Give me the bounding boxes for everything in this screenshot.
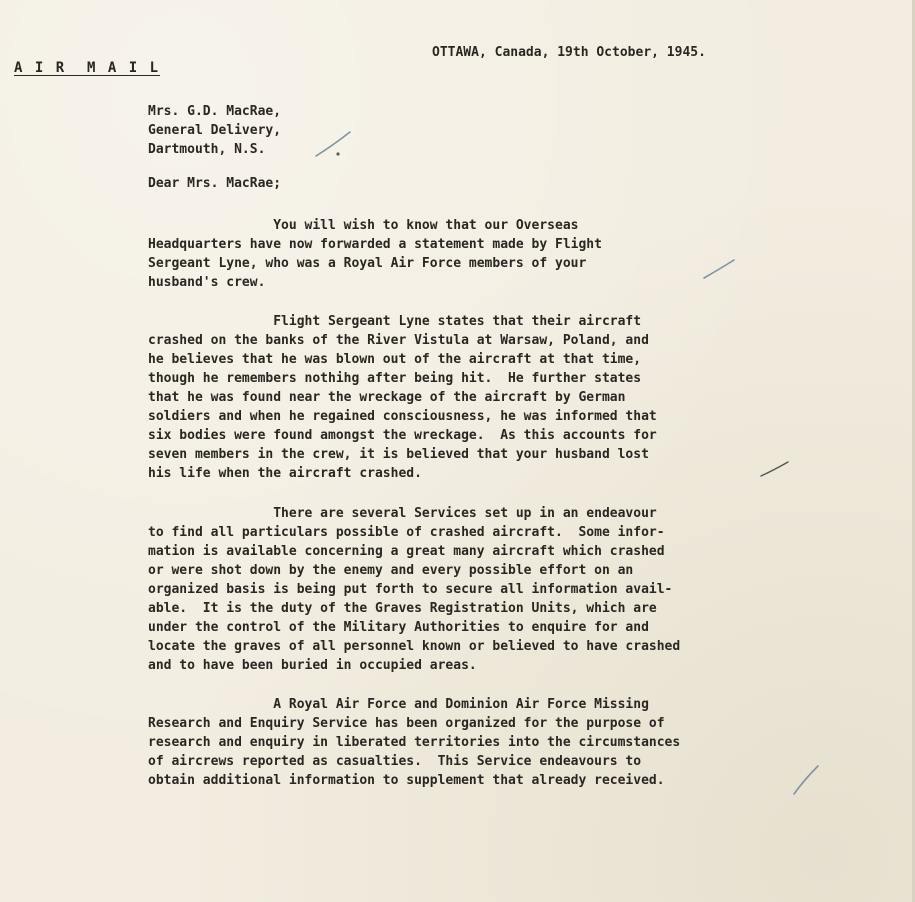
paragraph [148, 695, 680, 790]
paragraph [148, 504, 680, 675]
text-line: obtain additional information to supplement that already received. [148, 773, 665, 788]
text-line: or were shot down by the enemy and every possible effort on an [148, 563, 634, 578]
text-line: You will wish to know that our Overseas [148, 218, 579, 233]
text-line: There are several Services set up in an endeavour [148, 506, 657, 521]
text-line: seven members in the crew, it is believed that your husband lost [148, 447, 649, 462]
text-line: six bodies were found amongst the wreckage. As this accounts for [148, 428, 657, 443]
address-line: Dartmouth, N.S. [148, 142, 266, 157]
text-line: Flight Sergeant Lyne states that their aircraft [148, 314, 642, 329]
salutation: Dear Mrs. MacRae; [148, 176, 282, 191]
text-line: able. It is the duty of the Graves Registration Units, which are [148, 601, 657, 616]
paragraph [148, 312, 657, 483]
text-line: locate the graves of all personnel known or believed to have crashed [148, 639, 681, 654]
paragraph [148, 216, 602, 292]
airmail-heading: A I R M A I L [14, 60, 161, 76]
address-line: Mrs. G.D. MacRae, [148, 104, 282, 119]
text-line: that he was found near the wreckage of the aircraft by German [148, 390, 626, 405]
text-line: under the control of the Military Authorities to enquire for and [148, 620, 649, 635]
text-line: though he remembers nothihg after being hit. He further states [148, 371, 642, 386]
text-line: soldiers and when he regained consciousness, he was informed that [148, 409, 657, 424]
text-line: husband's crew. [148, 275, 266, 290]
text-line: and to have been buried in occupied areas. [148, 658, 477, 673]
text-line: research and enquiry in liberated territories into the circumstances [148, 735, 681, 750]
text-line: Headquarters have now forwarded a statement made by Flight [148, 237, 602, 252]
text-line: Research and Enquiry Service has been organized for the purpose of [148, 716, 665, 731]
text-line: he believes that he was blown out of the aircraft at that time, [148, 352, 642, 367]
text-line: organized basis is being put forth to secure all information avail- [148, 582, 673, 597]
text-line: crashed on the banks of the River Vistula at Warsaw, Poland, and [148, 333, 649, 348]
dateline: OTTAWA, Canada, 19th October, 1945. [432, 45, 706, 60]
text-line: A Royal Air Force and Dominion Air Force Missing [148, 697, 649, 712]
address-line: General Delivery, [148, 123, 282, 138]
text-line: to find all particulars possible of crashed aircraft. Some infor- [148, 525, 665, 540]
recipient-address [148, 102, 281, 159]
text-line: Sergeant Lyne, who was a Royal Air Force members of your [148, 256, 587, 271]
text-line: his life when the aircraft crashed. [148, 466, 422, 481]
text-line: of aircrews reported as casualties. This Service endeavours to [148, 754, 642, 769]
text-line: mation is available concerning a great many aircraft which crashed [148, 544, 665, 559]
